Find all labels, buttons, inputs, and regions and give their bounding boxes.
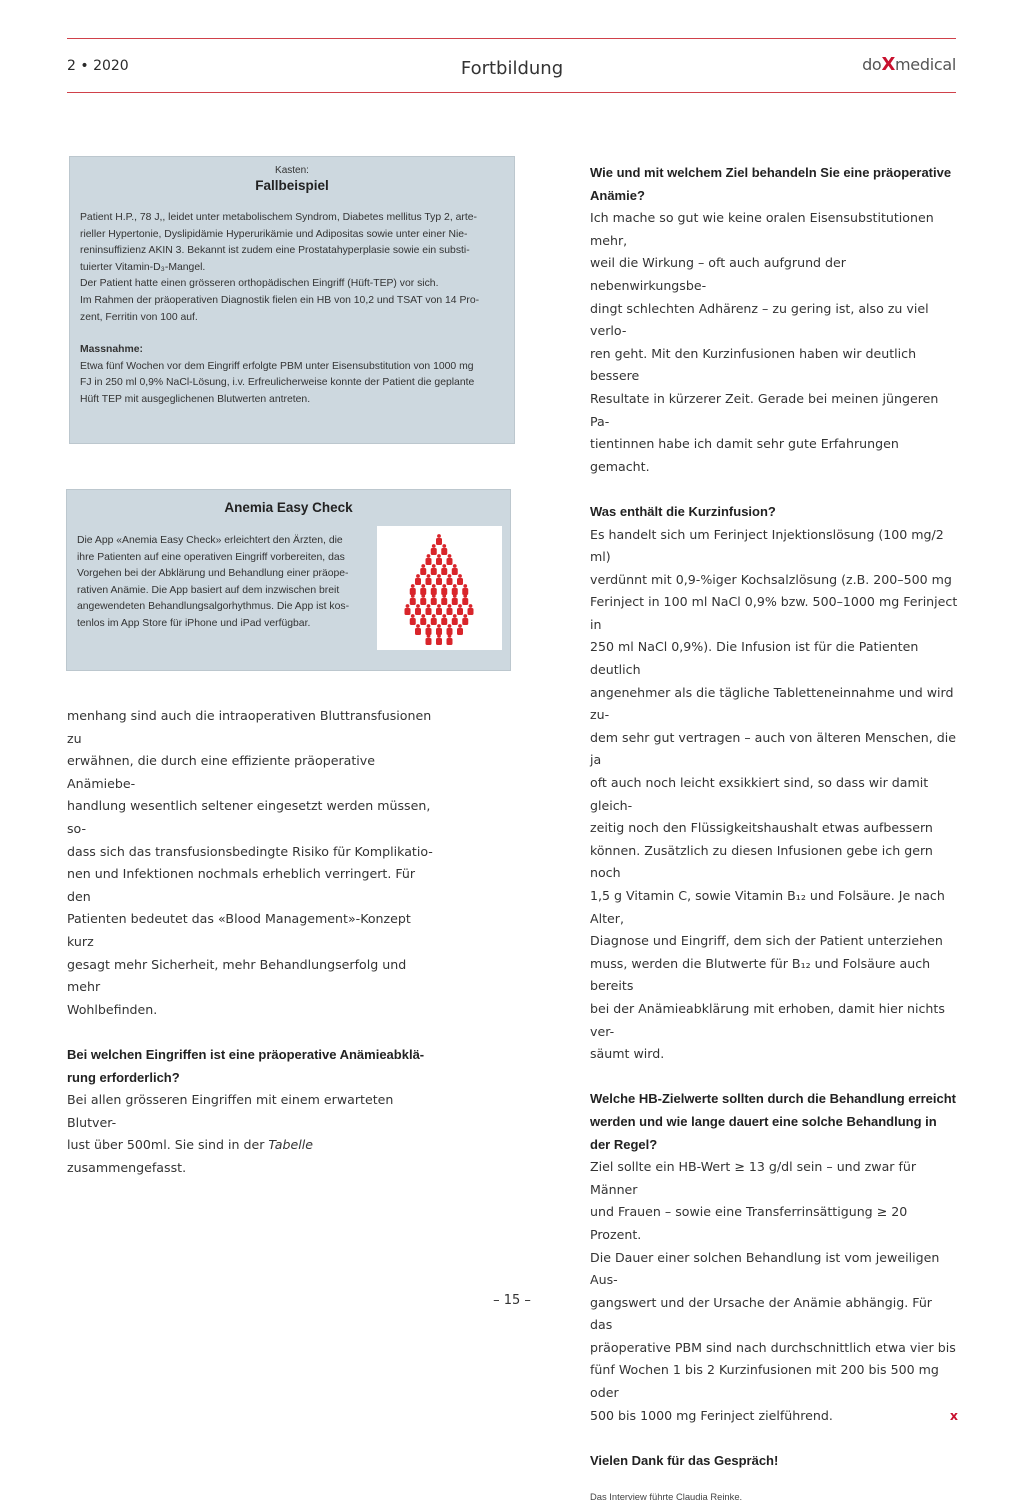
person-figure-icon — [447, 634, 453, 645]
person-figure-icon — [426, 634, 432, 645]
body-line: lust über 500ml. Sie sind in der Tabelle zusammengefasst. — [67, 1137, 313, 1175]
question-heading: Bei welchen Eingriffen ist eine präoperative Anämieabklä- — [67, 1046, 425, 1062]
person-figure-icon — [447, 554, 453, 565]
box-text-line: ihre Patienten auf eine operativen Eingriff vorbereiten, das — [77, 551, 345, 563]
person-figure-icon — [426, 604, 432, 615]
person-figure-icon — [410, 584, 416, 595]
person-figure-icon — [452, 594, 458, 605]
body-line: Diagnose und Eingriff, dem sich der Patient unterziehen — [590, 933, 943, 949]
person-figure-icon — [431, 564, 437, 575]
body-line: fünf Wochen 1 bis 2 Kurzinfusionen mit 200 bis 500 mg oder — [590, 1362, 939, 1401]
body-line: Die Dauer einer solchen Behandlung ist vom jeweiligen Aus- — [590, 1249, 940, 1288]
person-figure-icon — [452, 584, 458, 595]
box-text-line: rativen Anämie. Die App basiert auf dem inzwischen breit — [77, 584, 340, 596]
person-figure-icon — [447, 574, 453, 585]
box-title: Anemia Easy Check — [224, 500, 353, 515]
body-line: säumt wird. — [590, 1046, 665, 1062]
issue-number: 2 • 2020 — [67, 58, 129, 74]
box-text-line: tuierter Vitamin-D₃-Mangel. — [80, 261, 206, 273]
box-text-line: angewendeten Behandlungsalgorhythmus. Die App ist kos- — [77, 601, 350, 613]
person-figure-icon — [431, 614, 437, 625]
body-line: handlung wesentlich seltener eingesetzt werden müssen, so- — [67, 798, 431, 836]
person-figure-icon — [441, 594, 447, 605]
question-heading: Welche HB-Zielwerte sollten durch die Behandlung erreicht — [590, 1091, 956, 1107]
box-text-line: Die App «Anemia Easy Check» erleichtert den Ärzten, die — [77, 535, 343, 546]
question-heading: rung erforderlich? — [67, 1069, 180, 1085]
person-figure-icon — [415, 574, 421, 585]
person-figure-icon — [420, 564, 426, 575]
body-line: dass sich das transfusionsbedingte Risiko für Komplikatio- — [67, 843, 433, 859]
person-figure-icon — [441, 614, 447, 625]
left-column — [67, 705, 435, 1179]
box-text-line: Im Rahmen der präoperativen Diagnostik fielen ein HB von 10,2 und TSAT von 14 Pro- — [80, 294, 480, 306]
body-line: zeitig noch den Flüssigkeitshaushalt etwas aufbessern — [590, 820, 933, 836]
body-line: Ich mache so gut wie keine oralen Eisensubstitutionen mehr, — [590, 210, 934, 248]
body-line: erwähnen, die durch eine effiziente präoperative Anämiebe- — [67, 753, 375, 791]
body-line: angenehmer als die tägliche Tabletteneinnahme und wird zu- — [590, 684, 954, 723]
person-figure-icon — [447, 624, 453, 635]
person-figure-icon — [462, 594, 468, 605]
person-figure-icon — [441, 564, 447, 575]
person-figure-icon — [410, 614, 416, 625]
person-figure-icon — [415, 624, 421, 635]
box-text-line: FJ in 250 ml 0,9% NaCl-Lösung, i.v. Erfreulicherweise konnte der Patient die geplante — [80, 377, 475, 389]
page-number: – 15 – — [493, 1293, 531, 1308]
body-line: Ziel sollte ein HB-Wert ≥ 13 g/dl sein – und zwar für Männer — [590, 1159, 917, 1197]
end-mark-icon: x — [949, 1407, 958, 1423]
person-figure-icon — [436, 604, 442, 615]
body-line: 250 ml NaCl 0,9%). Die Infusion ist für die Patienten deutlich — [590, 639, 919, 678]
box-text-line: Patient H.P., 78 J,, leidet unter metabolischem Syndrom, Diabetes mellitus Typ 2, arte- — [80, 212, 477, 223]
box-text-line: rieller Hypertonie, Dyslipidämie Hyperurikämie und Adipositas sowie unter einer Nie- — [80, 228, 468, 240]
box-text-line: Hüft TEP mit ausgeglichenen Blutwerten antreten. — [80, 393, 311, 405]
body-line: Resultate in kürzerer Zeit. Gerade bei meinen jüngeren Pa- — [590, 390, 939, 429]
person-figure-icon — [436, 534, 442, 545]
question-heading: Wie und mit welchem Ziel behandeln Sie eine präoperative — [590, 165, 952, 180]
body-line: Ferinject in 100 ml NaCl 0,9% bzw. 500–1000 mg Ferinject in — [590, 594, 958, 632]
person-figure-icon — [447, 604, 453, 615]
body-line: können. Zusätzlich zu diesen Infusionen gebe ich gern noch — [590, 842, 933, 881]
person-figure-icon — [436, 634, 442, 645]
body-line: Bei allen grösseren Eingriffen mit einem erwarteten Blutver- — [67, 1092, 394, 1130]
person-figure-icon — [415, 604, 421, 615]
blood-drop-people-image — [377, 526, 502, 650]
table-reference: Tabelle — [268, 1137, 313, 1153]
body-line: weil die Wirkung – oft auch aufgrund der nebenwirkungsbe- — [590, 255, 846, 293]
measure-title: Massnahme: — [80, 344, 143, 356]
person-figure-icon — [420, 584, 426, 595]
body-line: menhang sind auch die intraoperativen Bluttransfusionen zu — [67, 708, 432, 746]
body-line: verdünnt mit 0,9-%iger Kochsalzlösung (z.B. 200–500 mg — [590, 571, 952, 587]
box-kicker: Kasten: — [275, 165, 309, 176]
person-figure-icon — [436, 624, 442, 635]
person-figure-icon — [436, 574, 442, 585]
body-line: Patienten bedeutet das «Blood Management»-Konzept kurz — [67, 911, 411, 949]
box-title: Fallbeispiel — [255, 178, 329, 193]
interview-credit: Das Interview führte Claudia Reinke. — [590, 1491, 743, 1503]
question-heading: Anämie? — [590, 187, 645, 203]
body-line: gesagt mehr Sicherheit, mehr Behandlungserfolg und mehr — [67, 956, 407, 995]
person-figure-icon — [426, 624, 432, 635]
body-line: gangswert und der Ursache der Anämie abhängig. Für das — [590, 1294, 932, 1333]
case-study-box — [69, 156, 515, 444]
body-line: nen und Infektionen nochmals erheblich verringert. Für den — [67, 866, 416, 904]
person-figure-icon — [462, 614, 468, 625]
body-line: muss, werden die Blutwerte für B₁₂ und Folsäure auch bereits — [590, 955, 931, 994]
closing-thanks: Vielen Dank für das Gespräch! — [590, 1452, 779, 1468]
body-line: dingt schlechten Adhärenz – zu gering ist, also zu viel verlo- — [590, 300, 929, 339]
person-figure-icon — [457, 574, 463, 585]
body-line: 500 bis 1000 mg Ferinject zielführend. x — [590, 1405, 958, 1428]
header-top-rule — [67, 38, 956, 39]
question-heading: werden und wie lange dauert eine solche Behandlung in — [590, 1113, 937, 1129]
person-figure-icon — [457, 604, 463, 615]
person-figure-icon — [426, 574, 432, 585]
person-figure-icon — [426, 554, 432, 565]
box-text-line: Vorgehen bei der Abklärung und Behandlung einer präope- — [77, 568, 349, 580]
box-text-line: reninsuffizienz AKIN 3. Bekannt ist zudem eine Prostatahyperplasie sowie ein substi- — [80, 245, 470, 257]
person-figure-icon — [452, 614, 458, 625]
body-line: ren geht. Mit den Kurzinfusionen haben wir deutlich bessere — [590, 345, 917, 384]
box-text-line: tenlos im App Store für iPhone und iPad verfügbar. — [77, 617, 311, 629]
person-figure-icon — [420, 614, 426, 625]
person-figure-icon — [457, 624, 463, 635]
question-heading: Was enthält die Kurzinfusion? — [590, 503, 776, 519]
person-figure-icon — [431, 544, 437, 555]
person-figure-icon — [441, 544, 447, 555]
person-figure-icon — [436, 554, 442, 565]
box-text-line: Der Patient hatte einen grösseren orthopädischen Eingriff (Hüft-TEP) vor sich. — [80, 278, 439, 290]
person-figure-icon — [420, 594, 426, 605]
box-text-line: zent, Ferritin von 100 auf. — [80, 311, 198, 323]
person-figure-icon — [431, 584, 437, 595]
body-line: dem sehr gut vertragen – auch von älteren Menschen, die ja — [590, 729, 956, 768]
body-line: bei der Anämieabklärung mit erhoben, damit hier nichts ver- — [590, 1000, 945, 1039]
body-line: Es handelt sich um Ferinject Injektionslösung (100 mg/2 ml) — [590, 526, 944, 565]
body-line: oft auch noch leicht exsikkiert sind, so dass wir damit gleich- — [590, 775, 929, 813]
header-bottom-rule — [67, 92, 956, 93]
body-line: 1,5 g Vitamin C, sowie Vitamin B₁₂ und Folsäure. Je nach Alter, — [590, 888, 945, 926]
person-figure-icon — [468, 604, 474, 615]
body-line: Wohlbefinden. — [67, 1001, 158, 1017]
person-figure-icon — [410, 594, 416, 605]
person-figure-icon — [462, 584, 468, 595]
body-line: präoperative PBM sind nach durchschnittlich etwa vier bis — [590, 1339, 956, 1355]
box-text-line: Etwa fünf Wochen vor dem Eingriff erfolgte PBM unter Eisensubstitution von 1000 mg — [80, 360, 474, 372]
person-figure-icon — [441, 584, 447, 595]
doxmedical-logo: doXmedical — [862, 54, 956, 75]
body-line: tientinnen habe ich damit sehr gute Erfahrungen gemacht. — [590, 436, 899, 474]
person-figure-icon — [452, 564, 458, 575]
person-figure-icon — [431, 594, 437, 605]
body-line: und Frauen – sowie eine Transferrinsättigung ≥ 20 Prozent. — [590, 1204, 908, 1242]
person-figure-icon — [405, 604, 411, 615]
section-title: Fortbildung — [460, 58, 564, 79]
question-heading: der Regel? — [590, 1136, 658, 1152]
